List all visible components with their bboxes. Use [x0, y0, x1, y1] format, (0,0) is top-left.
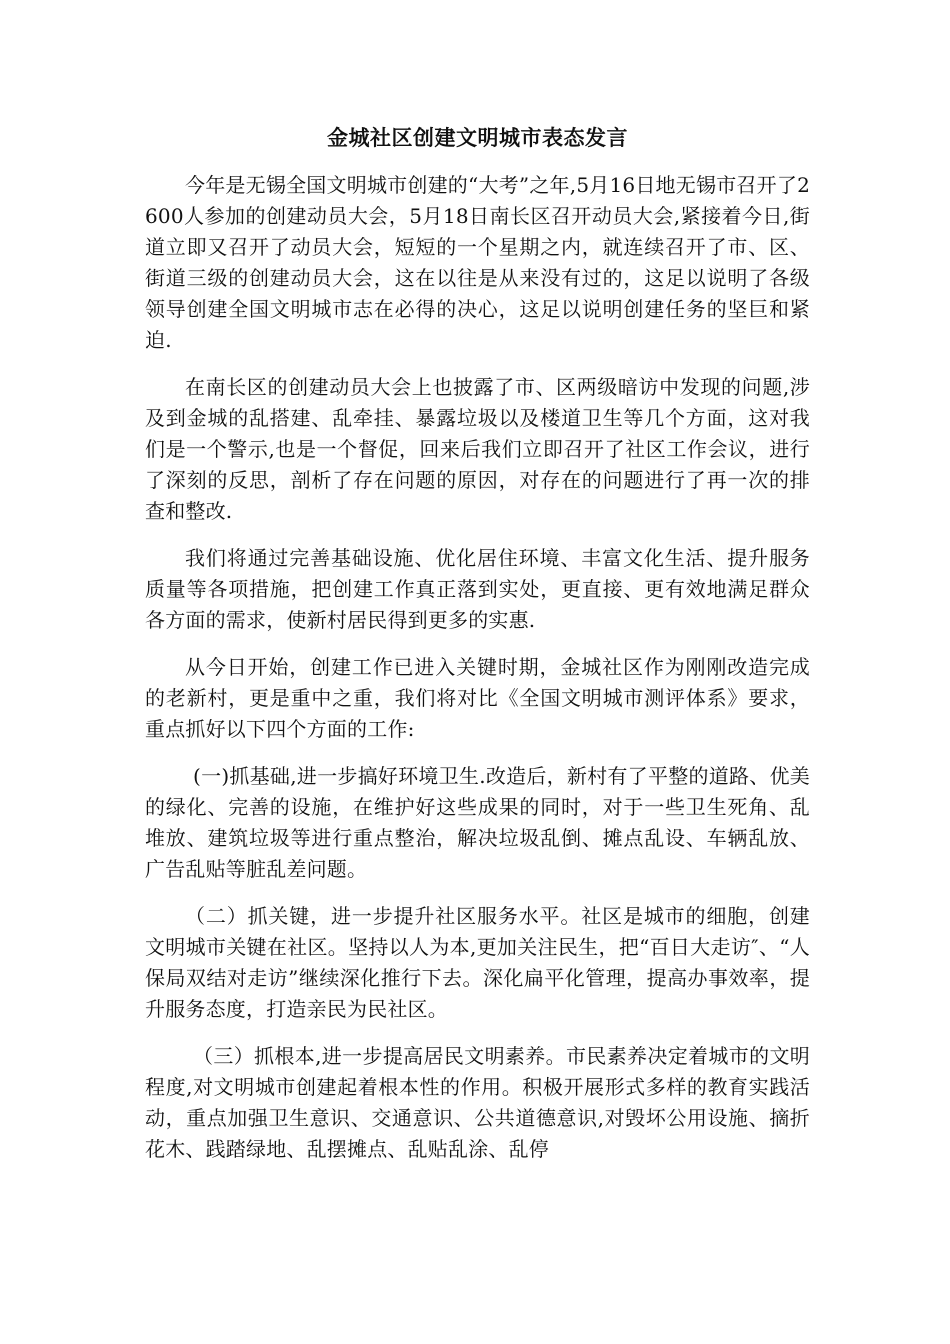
paragraph-issues: 在南长区的创建动员大会上也披露了市、区两级暗访中发现的问题,涉及到金城的乱搭建、乱牵挂、暴露垃圾以及楼道卫生等几个方面，这对我们是一个警示,也是一个督促，回来后我们立即召开了社区工作会议，进行了深刻的反思，剖析了存在问题的原因，对存在的问题进行了再一次的排查和整改.: [145, 375, 810, 523]
paragraph-key-period: 从今日开始，创建工作已进入关键时期，金城社区作为刚刚改造完成的老新村，更是重中之重，我们将对比《全国文明城市测评体系》要求，重点抓好以下四个方面的工作:: [145, 655, 810, 741]
paragraph-intro: 今年是无锡全国文明城市创建的“大考”之年,5月16日地无锡市召开了2600人参加的创建动员大会，5月18日南长区召开动员大会,紧接着今日,街道立即又召开了动员大会，短短的一个星期之内，就连续召开了市、区、街道三级的创建动员大会，这在以往是从来没有过的，这足以说明了各级领导创建全国文明城市志在必得的决心，这足以说明创建任务的坚巨和紧迫.: [145, 173, 810, 352]
paragraph-measures: 我们将通过完善基础设施、优化居住环境、丰富文化生活、提升服务质量等各项措施，把创建工作真正落到实处，更直接、更有效地满足群众各方面的需求，使新村居民得到更多的实惠.: [145, 546, 810, 632]
paragraph-point-three: （三）抓根本,进一步提高居民文明素养。市民素养决定着城市的文明程度,对文明城市创建起着根本性的作用。积极开展形式多样的教育实践活动，重点加强卫生意识、交通意识、公共道德意识,对毁坏公用设施、摘折花木、践踏绿地、乱摆摊点、乱贴乱涂、乱停: [145, 1044, 810, 1161]
document-title: 金城社区创建文明城市表态发言: [327, 125, 628, 150]
paragraph-point-two: （二）抓关键，进一步提升社区服务水平。社区是城市的细胞，创建文明城市关键在社区。坚持以人为本,更加关注民生，把“百日大走访″、“人保局双结对走访”继续深化推行下去。深化扁平化管理，提高办事效率，提升服务态度，打造亲民为民社区。: [145, 904, 810, 1021]
paragraph-point-one: (一)抓基础,进一步搞好环境卫生.改造后，新村有了平整的道路、优美的绿化、完善的设施，在维护好这些成果的同时，对于一些卫生死角、乱堆放、建筑垃圾等进行重点整治，解决垃圾乱倒、摊点乱设、车辆乱放、广告乱贴等脏乱差问题。: [145, 764, 810, 881]
document-body: [145, 118, 810, 1181]
